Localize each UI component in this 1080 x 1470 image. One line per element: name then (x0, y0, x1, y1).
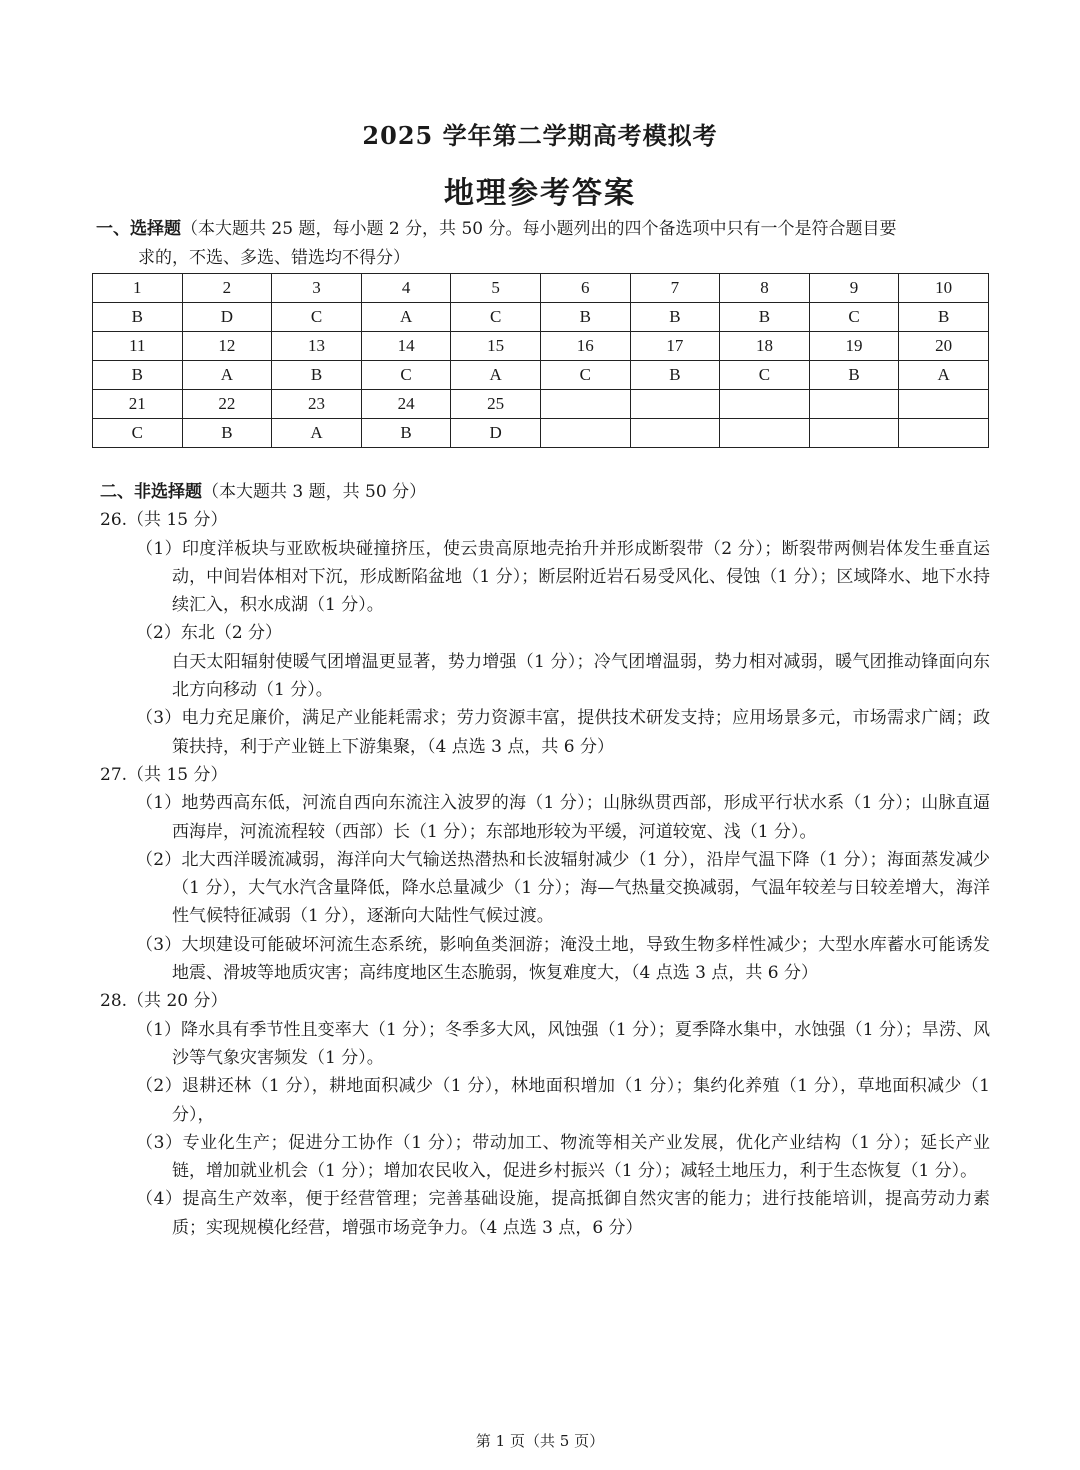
question-number-cell: 11 (93, 332, 183, 361)
answer-cell: C (361, 361, 451, 390)
question-27-part-1: （1）地势西高东低，河流自西向东流注入波罗的海（1 分）；山脉纵贯西部，形成平行状水系（1 分）；山脉直逼西海岸，河流流程较（西部）长（1 分）；东部地形较为平缓，河道较宽、浅（1 分）。 (136, 793, 990, 842)
answer-cell: B (630, 303, 720, 332)
question-number-cell: 13 (272, 332, 362, 361)
question-number-cell: 19 (809, 332, 899, 361)
answer-cell: A (272, 419, 362, 448)
answer-cell (899, 419, 989, 448)
answer-cell: B (899, 303, 989, 332)
question-number-cell (720, 390, 810, 419)
answer-cell: A (182, 361, 272, 390)
answer-cell: B (630, 361, 720, 390)
section-1-label: 一、选择题 (96, 219, 181, 239)
question-number-cell: 2 (182, 274, 272, 303)
answer-cell: C (451, 303, 541, 332)
question-number-cell: 22 (182, 390, 272, 419)
question-number-cell (540, 390, 630, 419)
answer-cell: B (540, 303, 630, 332)
answer-cell: B (272, 361, 362, 390)
table-row-numbers (93, 390, 989, 419)
answer-cell: B (93, 361, 183, 390)
answer-cell: B (720, 303, 810, 332)
question-number-cell: 4 (361, 274, 451, 303)
answer-cell: C (720, 361, 810, 390)
answer-cell (630, 419, 720, 448)
question-26-part-2: （2）东北（2 分） (136, 623, 283, 644)
question-27-heading: 27.（共 15 分） (100, 764, 228, 785)
question-28-part-3: （3）专业化生产；促进分工协作（1 分）；带动加工、物流等相关产业发展，优化产业结构（1 分）；延长产业链，增加就业机会（1 分）；增加农民收入，促进乡村振兴（1 分）；减轻土地压力，利于生态恢复（1 分）。 (136, 1132, 990, 1182)
question-number-cell: 6 (540, 274, 630, 303)
answer-cell (809, 419, 899, 448)
question-number-cell: 10 (899, 274, 989, 303)
question-26-part-3: （3）电力充足廉价，满足产业能耗需求；劳力资源丰富，提供技术研发支持；应用场景多元，市场需求广阔；政策扶持，利于产业链上下游集聚，（4 点选 3 点，共 6 分） (136, 708, 990, 757)
section-2-desc: （本大题共 3 题，共 50 分） (202, 482, 427, 502)
question-27-part-3: （3）大坝建设可能破坏河流生态系统，影响鱼类洄游；淹没土地，导致生物多样性减少；大型水库蓄水可能诱发地震、滑坡等地质灾害；高纬度地区生态脆弱，恢复难度大，（4 点选 3 点，共 6 分） (136, 934, 990, 984)
question-number-cell: 16 (540, 332, 630, 361)
answer-cell: B (809, 361, 899, 390)
question-number-cell: 18 (720, 332, 810, 361)
question-number-cell: 24 (361, 390, 451, 419)
answer-cell: B (361, 419, 451, 448)
question-number-cell: 8 (720, 274, 810, 303)
section-1-desc-line1: （本大题共 25 题，每小题 2 分，共 50 分。每小题列出的四个备选项中只有一个是符合题目要 (181, 219, 897, 239)
section-2-label: 二、非选择题 (100, 482, 202, 502)
question-number-cell: 23 (272, 390, 362, 419)
page-footer: 第 1 页（共 5 页） (475, 1432, 605, 1450)
question-number-cell: 3 (272, 274, 362, 303)
answer-table (92, 273, 989, 448)
answer-cell: C (272, 303, 362, 332)
answer-cell: A (899, 361, 989, 390)
question-number-cell: 25 (451, 390, 541, 419)
question-number-cell: 17 (630, 332, 720, 361)
table-row-answers (93, 361, 989, 390)
question-number-cell: 20 (899, 332, 989, 361)
table-row-numbers (93, 274, 989, 303)
question-number-cell: 1 (93, 274, 183, 303)
question-26-part-1: （1）印度洋板块与亚欧板块碰撞挤压，使云贵高原地壳抬升并形成断裂带（2 分）；断裂带两侧岩体发生垂直运动，中间岩体相对下沉，形成断陷盆地（1 分）；断层附近岩石易受风化、侵蚀（1 分）；区域降水、地下水持续汇入，积水成湖（1 分）。 (136, 538, 990, 616)
section-1-desc-line2: 求的，不选、多选、错选均不得分） (138, 248, 410, 268)
exam-title: 2025 学年第二学期高考模拟考 (362, 121, 718, 150)
answer-cell: C (93, 419, 183, 448)
question-28-part-2: （2）退耕还林（1 分），耕地面积减少（1 分），林地面积增加（1 分）；集约化养殖（1 分），草地面积减少（1 分）， (136, 1076, 990, 1125)
answer-cell: B (93, 303, 183, 332)
question-number-cell: 7 (630, 274, 720, 303)
question-number-cell: 12 (182, 332, 272, 361)
answer-cell: A (361, 303, 451, 332)
answer-cell (540, 419, 630, 448)
answer-cell: C (809, 303, 899, 332)
answer-cell: D (451, 419, 541, 448)
answer-cell: A (451, 361, 541, 390)
question-number-cell (809, 390, 899, 419)
question-number-cell: 9 (809, 274, 899, 303)
table-row-answers (93, 303, 989, 332)
question-number-cell: 14 (361, 332, 451, 361)
question-27-part-2: （2）北大西洋暖流减弱，海洋向大气输送热潜热和长波辐射减少（1 分），沿岸气温下降（1 分）；海面蒸发减少（1 分），大气水汽含量降低，降水总量减少（1 分）；海—气热量交换减弱，气温年较差与日较差增大，海洋性气候特征减弱（1 分），逐渐向大陆性气候过渡。 (136, 849, 990, 927)
question-number-cell: 5 (451, 274, 541, 303)
question-number-cell (630, 390, 720, 419)
answer-cell: C (540, 361, 630, 390)
free-response-answers (100, 478, 990, 1242)
question-number-cell: 15 (451, 332, 541, 361)
question-28-part-1: （1）降水具有季节性且变率大（1 分）；冬季多大风，风蚀强（1 分）；夏季降水集中，水蚀强（1 分）；旱涝、风沙等气象灾害频发（1 分）。 (136, 1019, 990, 1068)
question-number-cell (899, 390, 989, 419)
question-26-heading: 26.（共 15 分） (100, 510, 228, 531)
answer-cell (720, 419, 810, 448)
question-number-cell: 21 (93, 390, 183, 419)
question-28-heading: 28.（共 20 分） (100, 991, 228, 1012)
question-28-part-4: （4）提高生产效率，便于经营管理；完善基础设施，提高抵御自然灾害的能力；进行技能培训，提高劳动力素质；实现规模化经营，增强市场竞争力。（4 点选 3 点，6 分） (136, 1189, 990, 1238)
table-row-numbers (93, 332, 989, 361)
section-2-heading (100, 478, 990, 506)
section-1-heading (96, 215, 986, 273)
table-row-answers (93, 419, 989, 448)
exam-subtitle: 地理参考答案 (444, 176, 636, 211)
question-26-part-2-detail: 白天太阳辐射使暖气团增温更显著，势力增强（1 分）；冷气团增温弱，势力相对减弱，暖气团推动锋面向东北方向移动（1 分）。 (172, 651, 990, 701)
answer-cell: D (182, 303, 272, 332)
answer-cell: B (182, 419, 272, 448)
